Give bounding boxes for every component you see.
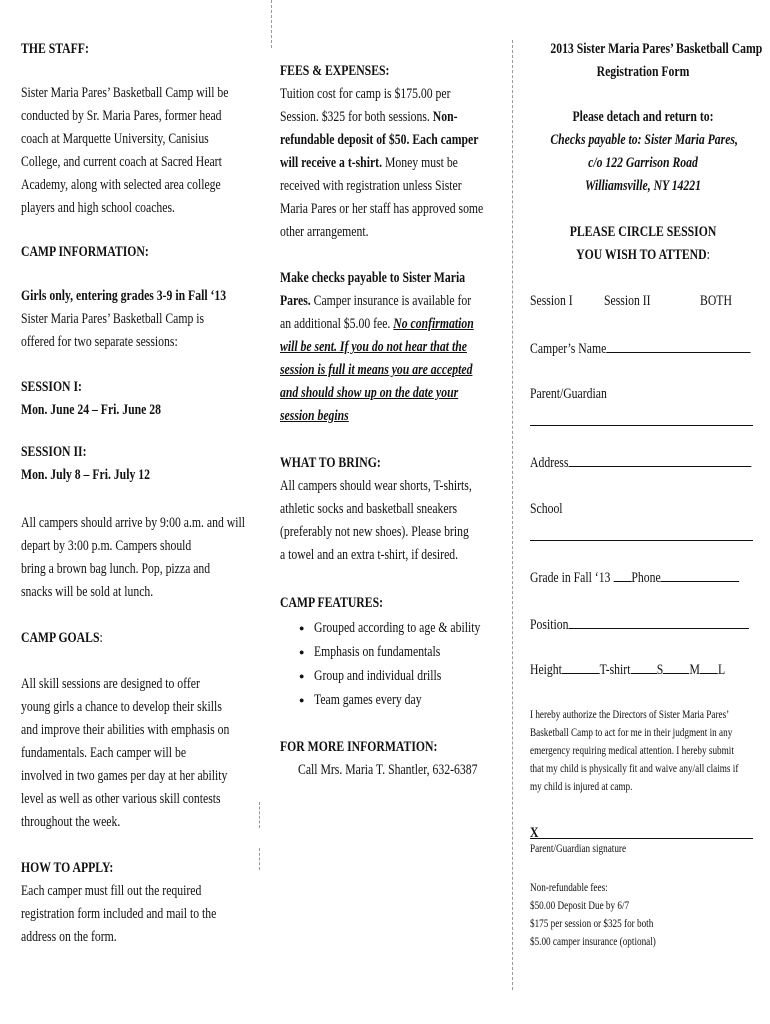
- session-option-2[interactable]: Session II: [604, 293, 651, 309]
- goals-heading-colon: :: [99, 630, 103, 646]
- fees-line-text: Session. $325 for both sessions.: [280, 109, 433, 125]
- goals-line: fundamentals. Each camper will be: [21, 745, 187, 761]
- grade-line[interactable]: [613, 567, 631, 582]
- height-line[interactable]: [562, 659, 600, 674]
- position-line[interactable]: [568, 614, 748, 629]
- fold-line-mid-2: [259, 848, 260, 870]
- arrival-line: snacks will be sold at lunch.: [21, 584, 154, 600]
- tshirt-label: T-shirt: [599, 662, 631, 678]
- fees-line-bold: Non-: [432, 109, 458, 125]
- fees-line: other arrangement.: [280, 224, 369, 240]
- authorization-line: emergency requiring medical attention. I hereby submit: [530, 745, 734, 757]
- size-m: M: [689, 662, 700, 678]
- bullet-icon: ●: [299, 647, 305, 657]
- size-l: L: [717, 662, 726, 678]
- school-label: School: [530, 501, 563, 517]
- fees-line: received with registration unless Sister: [280, 178, 462, 194]
- checks-line-text: an additional $5.00 fee.: [280, 316, 394, 332]
- girls-only-line: Girls only, entering grades 3-9 in Fall ‘13: [21, 288, 227, 304]
- apply-line: Each camper must fill out the required: [21, 883, 202, 899]
- size-s-line[interactable]: [663, 659, 689, 674]
- height-label: Height: [530, 662, 562, 678]
- features-heading: CAMP FEATURES:: [280, 595, 384, 611]
- session-option-both[interactable]: BOTH: [700, 293, 732, 309]
- fold-line-mid-1: [259, 802, 260, 828]
- session2-dates: Mon. July 8 – Fri. July 12: [21, 467, 150, 483]
- goals-line: young girls a chance to develop their skills: [21, 699, 222, 715]
- bring-line: (preferably not new shoes). Please bring: [280, 524, 469, 540]
- mailing-address: c/o 122 Garrison Road: [588, 155, 698, 171]
- bullet-icon: ●: [299, 623, 305, 633]
- feature-item: Emphasis on fundamentals: [314, 644, 441, 660]
- fees-line-bold: will receive a t-shirt.: [280, 155, 383, 171]
- checks-line-emphasis: No confirmation: [393, 316, 474, 332]
- signature-line[interactable]: [530, 838, 753, 839]
- staff-line: Sister Maria Pares’ Basketball Camp will be: [21, 85, 229, 101]
- fees-summary-line: $175 per session or $325 for both: [530, 918, 654, 930]
- arrival-line: depart by 3:00 p.m. Campers should: [21, 538, 192, 554]
- feature-item: Team games every day: [314, 692, 422, 708]
- form-title: 2013 Sister Maria Pares’ Basketball Camp: [550, 41, 763, 57]
- checks-line: Make checks payable to Sister Maria: [280, 270, 466, 286]
- goals-line: throughout the week.: [21, 814, 121, 830]
- circle-session-heading: PLEASE CIRCLE SESSION: [569, 224, 717, 240]
- checks-payable: Checks payable to: Sister Maria Pares,: [550, 132, 738, 148]
- camp-info-heading: CAMP INFORMATION:: [21, 244, 149, 260]
- fees-line: Tuition cost for camp is $175.00 per: [280, 86, 451, 102]
- grade-label: Grade in Fall ‘13: [530, 570, 614, 586]
- fees-line: [280, 152, 458, 175]
- signature-x: X: [530, 825, 539, 841]
- fees-line: [280, 106, 457, 129]
- authorization-line: Basketball Camp to act for me in their judgment in any: [530, 727, 733, 739]
- bring-line: athletic socks and basketball sneakers: [280, 501, 458, 517]
- address-line[interactable]: [568, 452, 751, 467]
- fees-line-text: Money must be: [382, 155, 458, 171]
- session2-heading: SESSION II:: [21, 444, 87, 460]
- address-label: Address: [530, 455, 569, 471]
- staff-line: College, and current coach at Sacred Heart: [21, 154, 222, 170]
- school-line[interactable]: [530, 540, 753, 541]
- goals-heading: [21, 627, 103, 650]
- fees-line: Maria Pares or her staff has approved some: [280, 201, 484, 217]
- more-info-heading: FOR MORE INFORMATION:: [280, 739, 438, 755]
- tshirt-line[interactable]: [630, 659, 656, 674]
- detach-instructions: Please detach and return to:: [572, 109, 714, 125]
- grade-phone-field[interactable]: [530, 567, 739, 590]
- height-tshirt-field[interactable]: [530, 659, 725, 682]
- arrival-line: All campers should arrive by 9:00 a.m. and will: [21, 515, 246, 531]
- fees-line: refundable deposit of $50. Each camper: [280, 132, 479, 148]
- checks-line: [280, 290, 471, 313]
- apply-line: address on the form.: [21, 929, 117, 945]
- staff-line: players and high school coaches.: [21, 200, 175, 216]
- circle-session-colon: :: [706, 247, 710, 263]
- checks-line: session begins: [280, 408, 349, 424]
- signature-label: Parent/Guardian signature: [530, 843, 627, 855]
- camper-name-line[interactable]: [606, 338, 750, 353]
- circle-session-text: YOU WISH TO ATTEND: [576, 247, 707, 263]
- staff-line: conducted by Sr. Maria Pares, former head: [21, 108, 222, 124]
- camper-name-field[interactable]: [530, 338, 751, 361]
- staff-heading: THE STAFF:: [21, 41, 89, 57]
- size-m-line[interactable]: [700, 659, 718, 674]
- fold-line-top: [271, 0, 272, 48]
- fees-summary-line: $50.00 Deposit Due by 6/7: [530, 900, 630, 912]
- feature-item: Grouped according to age & ability: [314, 620, 481, 636]
- authorization-line: that my child is physically fit and waive any/all claims if: [530, 763, 739, 775]
- staff-line: coach at Marquette University, Canisius: [21, 131, 209, 147]
- apply-line: registration form included and mail to the: [21, 906, 217, 922]
- parent-guardian-label: Parent/Guardian: [530, 386, 607, 402]
- goals-line: level as well as other various skill contests: [21, 791, 221, 807]
- position-field[interactable]: [530, 614, 749, 637]
- mailing-city: Williamsville, NY 14221: [584, 178, 702, 194]
- phone-line[interactable]: [661, 567, 740, 582]
- bullet-icon: ●: [299, 671, 305, 681]
- bring-line: All campers should wear shorts, T-shirts,: [280, 478, 472, 494]
- goals-heading-text: CAMP GOALS: [21, 630, 100, 646]
- bullet-icon: ●: [299, 695, 305, 705]
- checks-line-text: Camper insurance is available for: [310, 293, 472, 309]
- circle-session-heading: [550, 244, 735, 267]
- phone-label: Phone: [631, 570, 661, 586]
- authorization-line: I hereby authorize the Directors of Sister Maria Pares’: [530, 709, 730, 721]
- session1-heading: SESSION I:: [21, 379, 82, 395]
- camp-info-line: Sister Maria Pares’ Basketball Camp is: [21, 311, 205, 327]
- checks-line: will be sent. If you do not hear that the: [280, 339, 467, 355]
- goals-line: involved in two games per day at her ability: [21, 768, 228, 784]
- session-option-1[interactable]: Session I: [530, 293, 573, 309]
- apply-heading: HOW TO APPLY:: [21, 860, 114, 876]
- camper-name-label: Camper’s Name: [530, 341, 607, 357]
- staff-line: Academy, along with selected area college: [21, 177, 221, 193]
- address-field[interactable]: [530, 452, 751, 475]
- parent-guardian-line[interactable]: [530, 425, 753, 426]
- camp-info-line: offered for two separate sessions:: [21, 334, 178, 350]
- checks-line-bold: Pares.: [280, 293, 311, 309]
- goals-line: All skill sessions are designed to offer: [21, 676, 200, 692]
- fees-summary-heading: Non-refundable fees:: [530, 882, 608, 894]
- bring-line: a towel and an extra t-shirt, if desired.: [280, 547, 459, 563]
- session1-dates: Mon. June 24 – Fri. June 28: [21, 402, 162, 418]
- goals-line: and improve their abilities with emphasis on: [21, 722, 230, 738]
- authorization-line: my child is injured at camp.: [530, 781, 633, 793]
- position-label: Position: [530, 617, 569, 633]
- feature-item: Group and individual drills: [314, 668, 442, 684]
- checks-line: session is full it means you are accepted: [280, 362, 473, 378]
- more-info-contact: Call Mrs. Maria T. Shantler, 632-6387: [298, 762, 478, 778]
- fees-heading: FEES & EXPENSES:: [280, 63, 390, 79]
- size-s: S: [656, 662, 664, 678]
- checks-line: [280, 313, 474, 336]
- fold-line-right: [512, 40, 513, 990]
- bring-heading: WHAT TO BRING:: [280, 455, 381, 471]
- checks-line: and should show up on the date your: [280, 385, 459, 401]
- form-subtitle: Registration Form: [596, 64, 690, 80]
- fees-summary-line: $5.00 camper insurance (optional): [530, 936, 656, 948]
- arrival-line: bring a brown bag lunch. Pop, pizza and: [21, 561, 211, 577]
